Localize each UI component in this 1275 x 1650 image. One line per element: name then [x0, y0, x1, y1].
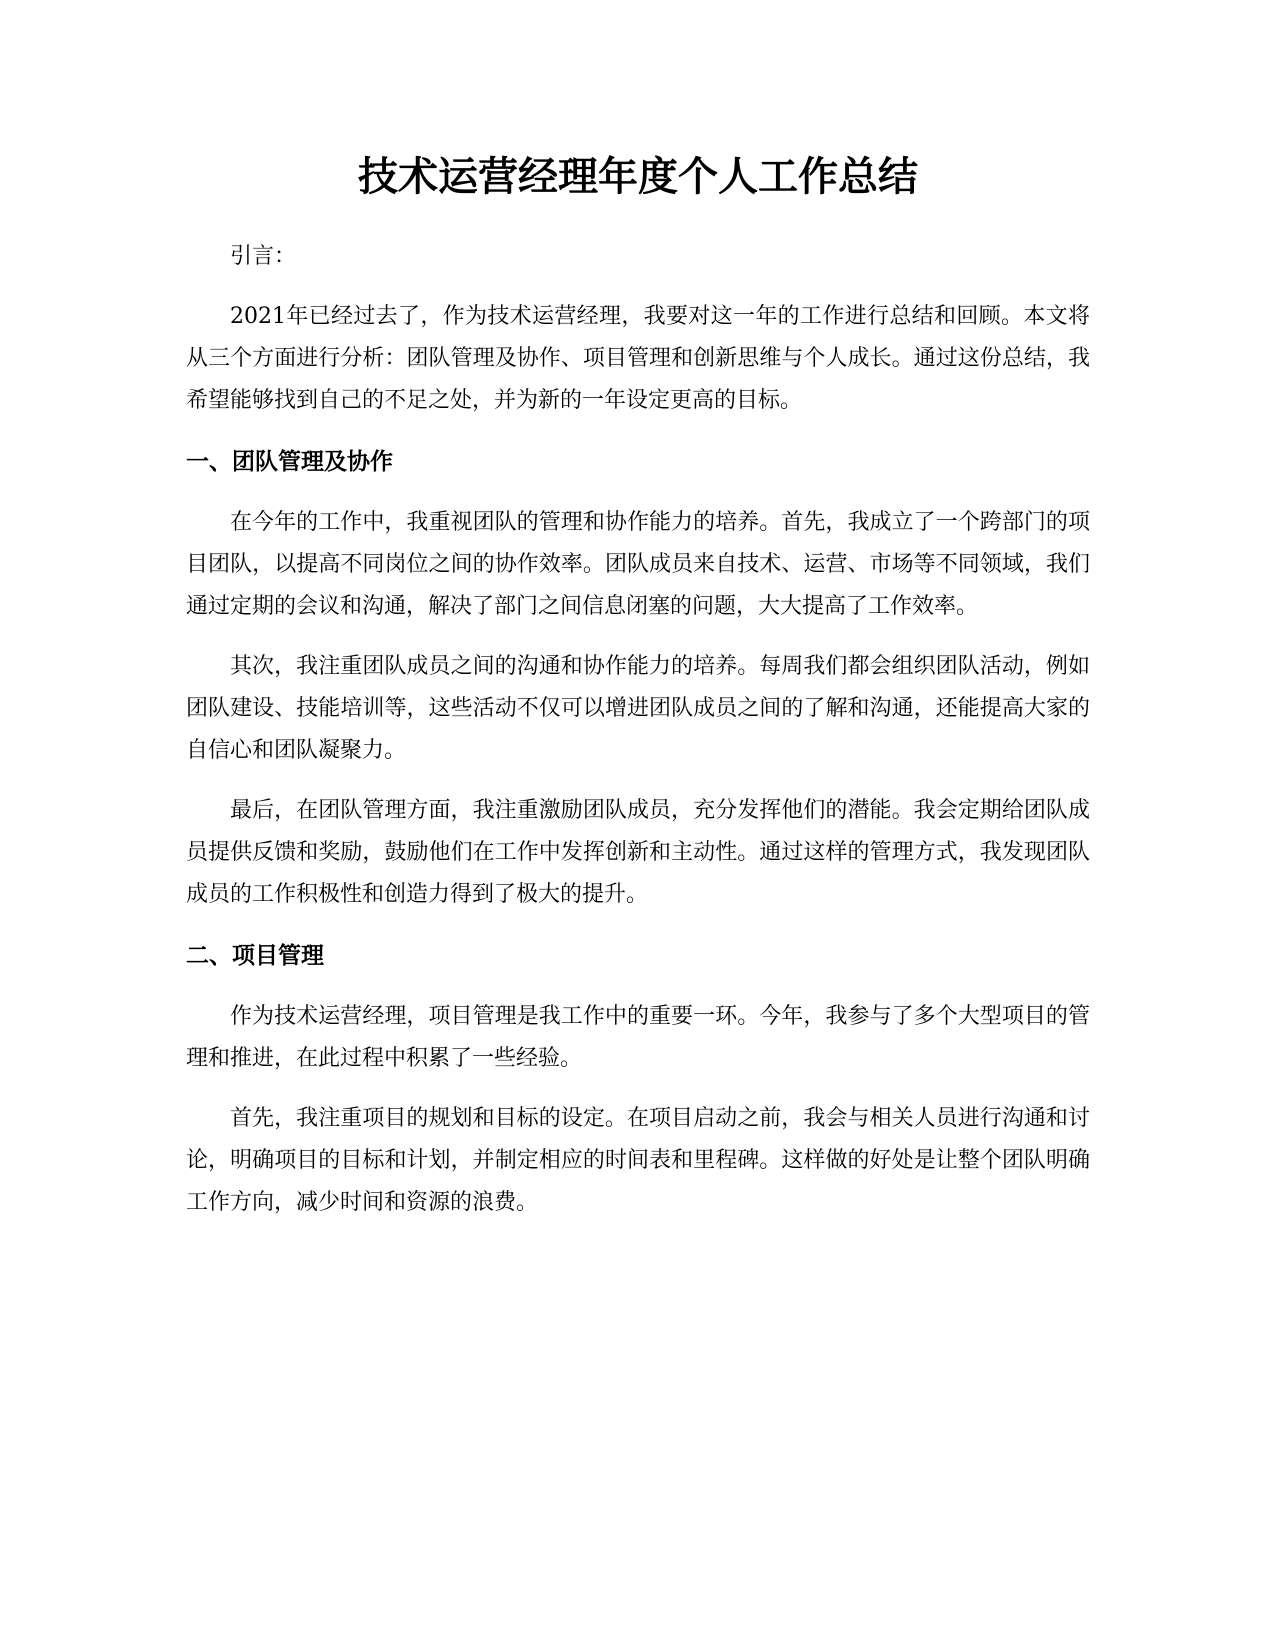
paragraph: 其次，我注重团队成员之间的沟通和协作能力的培养。每周我们都会组织团队活动，例如团队建设、技能培训等，这些活动不仅可以增进团队成员之间的了解和沟通，还能提高大家的自信心和团队凝聚力。 [186, 654, 1090, 763]
paragraph: 最后，在团队管理方面，我注重激励团队成员，充分发挥他们的潜能。我会定期给团队成员提供反馈和奖励，鼓励他们在工作中发挥创新和主动性。通过这样的管理方式，我发现团队成员的工作积极性和创造力得到了极大的提升。 [186, 798, 1090, 907]
section-heading-project-management: 二、项目管理 [186, 943, 324, 969]
document-title: 技术运营经理年度个人工作总结 [358, 154, 918, 200]
section-heading-team-management: 一、团队管理及协作 [186, 449, 393, 475]
intro-paragraph: 2021年已经过去了，作为技术运营经理，我要对这一年的工作进行总结和回顾。本文将从三个方面进行分析：团队管理及协作、项目管理和创新思维与个人成长。通过这份总结，我希望能够找到自己的不足之处，并为新的一年设定更高的目标。 [186, 304, 1090, 413]
document-body [186, 148, 1090, 1224]
intro-label: 引言： [230, 244, 297, 269]
paragraph: 作为技术运营经理，项目管理是我工作中的重要一环。今年，我参与了多个大型项目的管理和推进，在此过程中积累了一些经验。 [186, 1004, 1090, 1071]
paragraph: 在今年的工作中，我重视团队的管理和协作能力的培养。首先，我成立了一个跨部门的项目团队，以提高不同岗位之间的协作效率。团队成员来自技术、运营、市场等不同领域，我们通过定期的会议和沟通，解决了部门之间信息闭塞的问题，大大提高了工作效率。 [186, 510, 1090, 619]
paragraph: 首先，我注重项目的规划和目标的设定。在项目启动之前，我会与相关人员进行沟通和讨论，明确项目的目标和计划，并制定相应的时间表和里程碑。这样做的好处是让整个团队明确工作方向，减少时间和资源的浪费。 [186, 1106, 1090, 1215]
